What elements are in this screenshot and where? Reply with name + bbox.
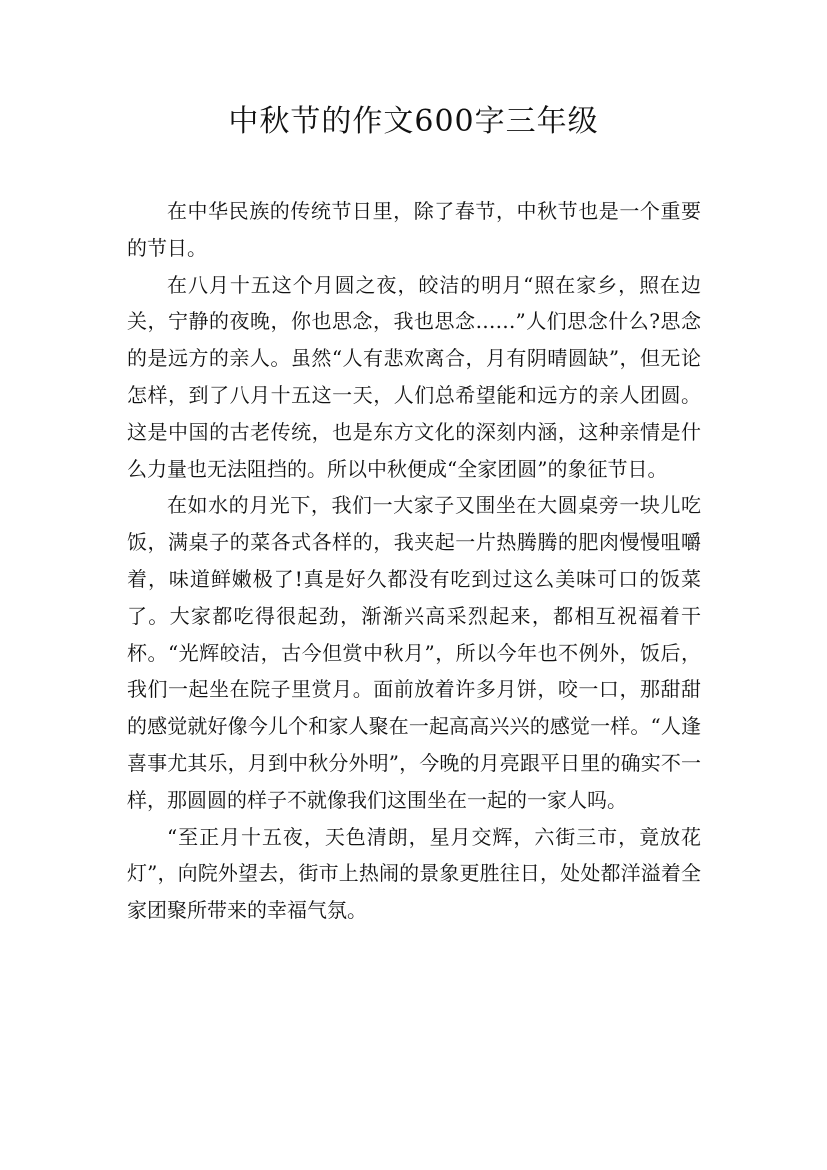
paragraph-3: 在如水的月光下，我们一大家子又围坐在大圆桌旁一块儿吃饭，满桌子的菜各式各样的，我夹起一片热腾腾的肥肉慢慢咀嚼着，味道鲜嫩极了!真是好久都没有吃到过这么美味可口的饭菜了。大家都吃得很起劲，渐渐兴高采烈起来，都相互祝福着干杯。“光辉皎洁，古今但赏中秋月”，所以今年也不例外，饭后，我们一起坐在院子里赏月。面前放着许多月饼，咬一口，那甜甜的感觉就好像今儿个和家人聚在一起高高兴兴的感觉一样。“人逢喜事尤其乐，月到中秋分外明”，今晚的月亮跟平日里的确实不一样，那圆圆的样子不就像我们这围坐在一起的一家人吗。 xyxy=(127,493,701,812)
paragraph-4: “至正月十五夜，天色清朗，星月交辉，六街三市，竟放花灯”，向院外望去，街市上热闹的景象更胜往日，处处都洋溢着全家团聚所带来的幸福气氛。 xyxy=(127,824,701,923)
paragraph-2: 在八月十五这个月圆之夜，皎洁的明月“照在家乡，照在边关，宁静的夜晚，你也思念，我也思念……”人们思念什么?思念的是远方的亲人。虽然“人有悲欢离合，月有阴晴圆缺”，但无论怎样，到了八月十五这一天，人们总希望能和远方的亲人团圆。这是中国的古老传统，也是东方文化的深刻内涵，这种亲情是什么力量也无法阻挡的。所以中秋便成“全家团圆”的象征节日。 xyxy=(127,272,701,481)
document-body xyxy=(127,193,701,929)
paragraph-1: 在中华民族的传统节日里，除了春节，中秋节也是一个重要的节日。 xyxy=(127,199,701,260)
document-title: 中秋节的作文600字三年级 xyxy=(228,104,599,139)
